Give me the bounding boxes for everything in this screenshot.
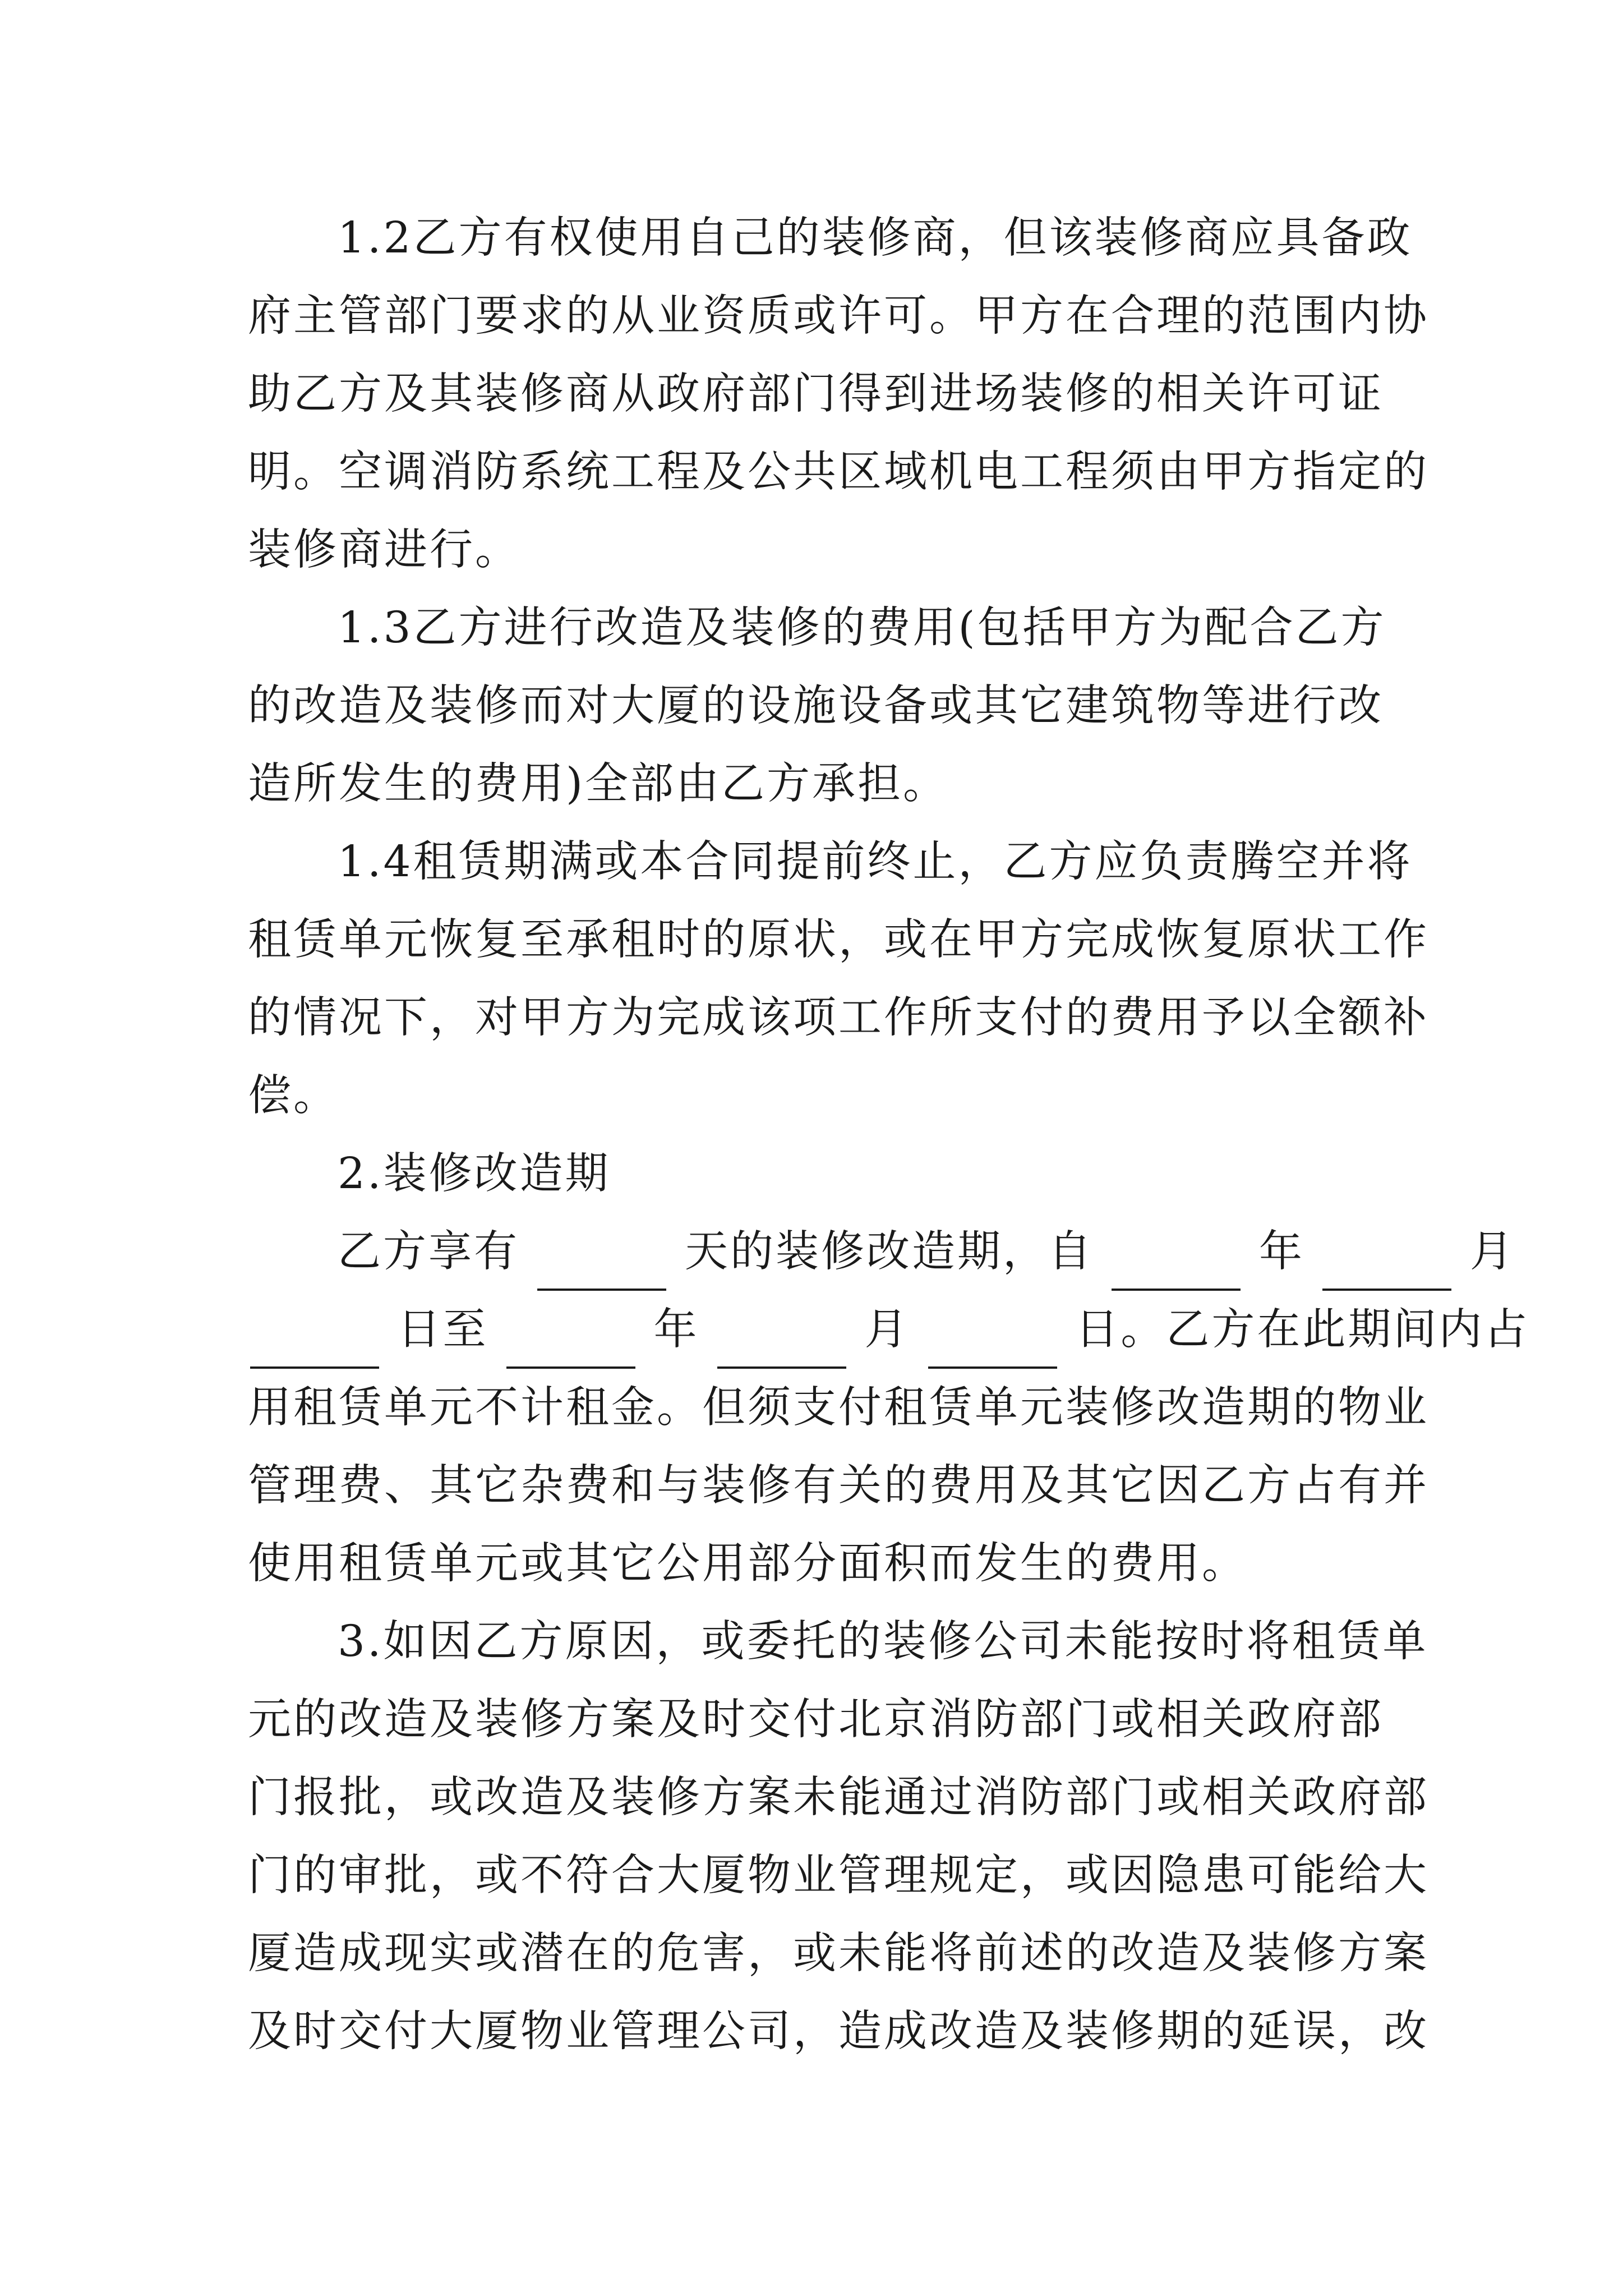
line-text: 年: [653, 1305, 699, 1355]
line-text: 租赁单元恢复至承租时的原状，或在甲方完成恢复原状工作: [248, 915, 1429, 965]
paragraph-1-3: [248, 589, 1392, 823]
line-text: 明。空调消防系统工程及公共区域机电工程须由甲方指定的: [248, 447, 1429, 497]
paragraph-1-2: [248, 199, 1429, 589]
text-line: [248, 1681, 1392, 1759]
line-text: 日至: [397, 1305, 488, 1355]
text-line: [248, 1915, 1429, 1993]
blank-field-start-month: [1322, 1249, 1451, 1291]
blank-field-end-year: [506, 1327, 635, 1369]
text-line: [248, 1447, 1429, 1525]
text-line: [248, 1135, 1392, 1213]
text-line: [248, 667, 1392, 745]
line-segment: [338, 1213, 1515, 1291]
text-line-with-blanks: [248, 1291, 1530, 1369]
line-text: 3.如因乙方原因，或委托的装修公司未能按时将租赁单: [338, 1617, 1428, 1667]
text-line: [248, 901, 1429, 979]
text-line-with-blanks: [248, 1213, 1515, 1291]
line-text: 门的审批，或不符合大厦物业管理规定，或因隐患可能给大: [248, 1851, 1429, 1901]
line-text: 门报批，或改造及装修方案未能通过消防部门或相关政府部: [248, 1773, 1429, 1823]
line-text: 月: [1469, 1227, 1515, 1277]
text-line: [248, 1837, 1429, 1915]
text-line: [248, 433, 1429, 511]
line-text: 元的改造及装修方案及时交付北京消防部门或相关政府部: [248, 1695, 1384, 1745]
text-line: [248, 199, 1413, 277]
line-text: 的情况下，对甲方为完成该项工作所支付的费用予以全额补: [248, 993, 1429, 1043]
line-text: 及时交付大厦物业管理公司，造成改造及装修期的延误，改: [248, 2007, 1429, 2056]
line-text: 乙方享有: [338, 1227, 519, 1277]
line-text: 管理费、其它杂费和与装修有关的费用及其它因乙方占有并: [248, 1461, 1429, 1511]
line-text: 府主管部门要求的从业资质或许可。甲方在合理的范围内协: [248, 291, 1429, 341]
line-text: 1.2乙方有权使用自己的装修商，但该装修商应具备政: [338, 213, 1413, 263]
blank-field-start-day: [250, 1327, 379, 1369]
line-text: 用租赁单元不计租金。但须支付租赁单元装修改造期的物业: [248, 1383, 1429, 1433]
line-text: 装修商进行。: [248, 525, 520, 575]
line-text: 月: [864, 1305, 910, 1355]
line-segment: [248, 1291, 1529, 1369]
text-line: [248, 745, 1392, 823]
text-line: [248, 355, 1392, 433]
line-text: 厦造成现实或潜在的危害，或未能将前述的改造及装修方案: [248, 1929, 1429, 1978]
text-line: [248, 1603, 1428, 1681]
line-text: 的改造及装修而对大厦的设施设备或其它建筑物等进行改: [248, 681, 1384, 731]
heading-text: 2.装修改造期: [338, 1149, 611, 1199]
text-line: [248, 1057, 1392, 1135]
paragraph-2-body: [248, 1213, 1530, 1603]
text-line: [248, 1993, 1429, 2070]
line-text: 日。乙方在此期间内占: [1075, 1305, 1530, 1355]
blank-field-days: [537, 1249, 666, 1291]
line-text: 年: [1258, 1227, 1304, 1277]
text-line: [248, 823, 1413, 901]
blank-field-end-month: [717, 1327, 846, 1369]
text-line: [248, 979, 1429, 1057]
text-line: [248, 1525, 1392, 1603]
text-line: [248, 1759, 1429, 1837]
paragraph-1-4: [248, 823, 1429, 1135]
paragraph-3: [248, 1603, 1429, 2070]
line-text: 1.4租赁期满或本合同提前终止，乙方应负责腾空并将: [338, 837, 1413, 887]
line-text: 偿。: [248, 1071, 339, 1121]
line-text: 天的装修改造期，自: [684, 1227, 1094, 1277]
line-text: 1.3乙方进行改造及装修的费用(包括甲方为配合乙方: [338, 603, 1386, 653]
blank-field-end-day: [928, 1327, 1057, 1369]
line-text: 造所发生的费用)全部由乙方承担。: [248, 759, 949, 809]
text-line: [248, 511, 1392, 589]
text-line: [248, 589, 1392, 667]
line-text: 助乙方及其装修商从政府部门得到进场装修的相关许可证: [248, 369, 1384, 419]
blank-field-start-year: [1112, 1249, 1241, 1291]
text-line: [248, 1369, 1429, 1447]
section-heading-2: [248, 1135, 1392, 1213]
text-line: [248, 277, 1429, 355]
document-body: [248, 199, 1530, 2070]
line-text: 使用租赁单元或其它公用部分面积而发生的费用。: [248, 1539, 1247, 1589]
